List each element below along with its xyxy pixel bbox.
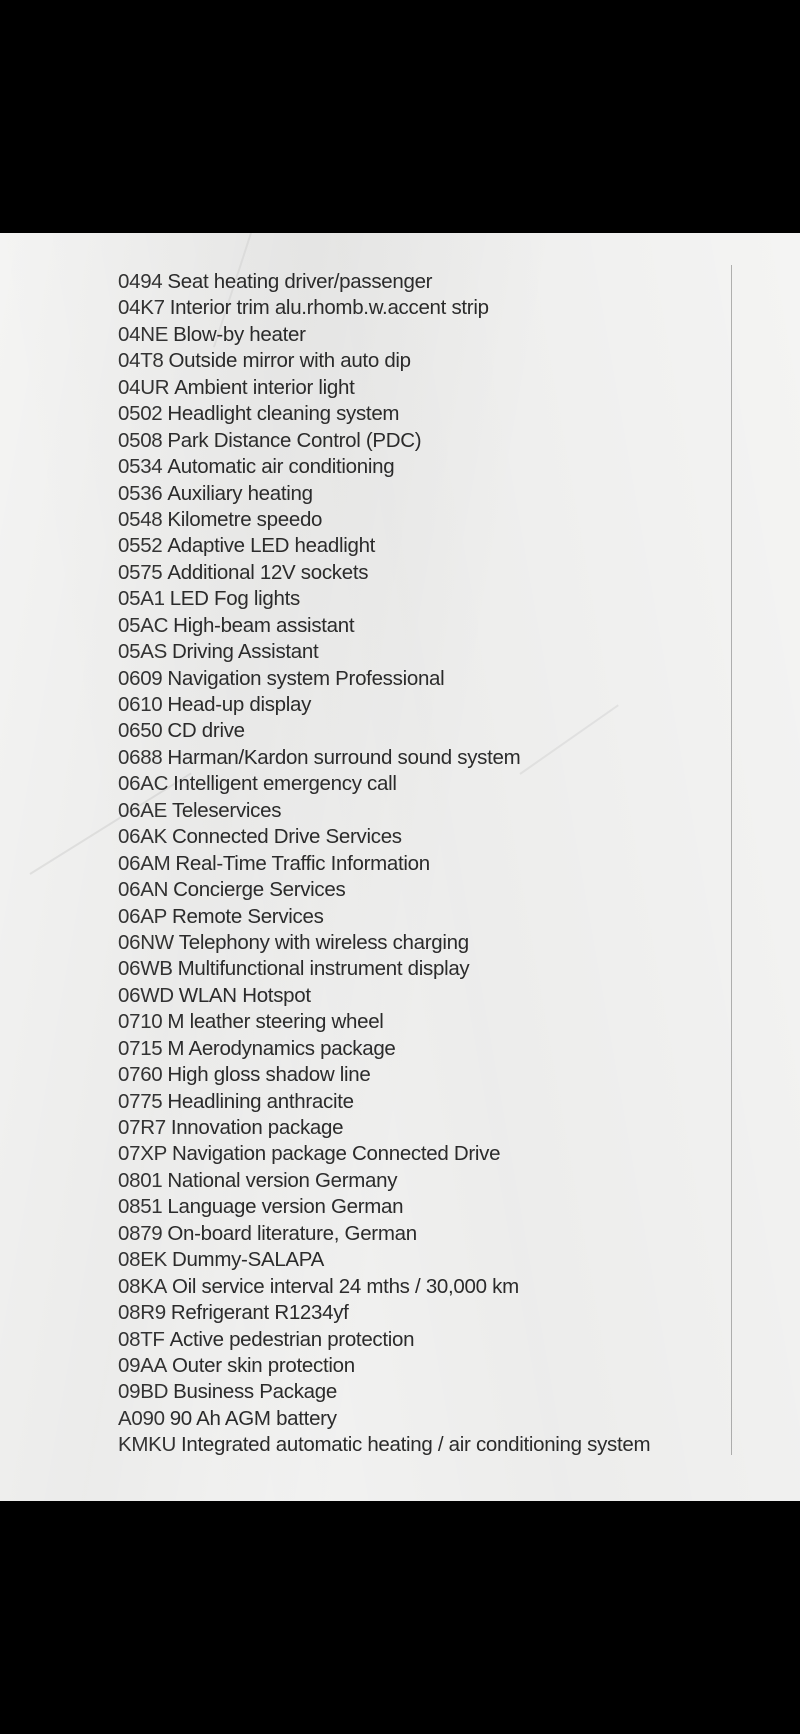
option-row bbox=[118, 269, 718, 295]
option-code: 05AS bbox=[118, 640, 167, 664]
option-description: Auxiliary heating bbox=[167, 481, 313, 505]
option-code: 06AP bbox=[118, 904, 167, 928]
option-code: 0552 bbox=[118, 534, 163, 558]
option-row bbox=[118, 1141, 718, 1167]
option-row bbox=[118, 1089, 718, 1115]
option-row bbox=[118, 771, 718, 797]
sheet-edge-line bbox=[731, 265, 732, 1455]
option-description: Headlight cleaning system bbox=[167, 402, 400, 426]
option-row bbox=[118, 1379, 718, 1405]
option-code: 04K7 bbox=[118, 296, 165, 320]
option-code: 06AN bbox=[118, 878, 169, 902]
option-code: 0760 bbox=[118, 1063, 163, 1087]
option-row bbox=[118, 824, 718, 850]
option-description: National version Germany bbox=[167, 1168, 398, 1192]
option-description: Multifunctional instrument display bbox=[177, 957, 470, 981]
option-description: WLAN Hotspot bbox=[178, 983, 311, 1007]
option-code: 06AK bbox=[118, 825, 167, 849]
option-code: A090 bbox=[118, 1406, 165, 1430]
option-row bbox=[118, 877, 718, 903]
option-description: Driving Assistant bbox=[171, 640, 319, 664]
option-code: 07XP bbox=[118, 1142, 167, 1166]
option-row bbox=[118, 1327, 718, 1353]
option-row bbox=[118, 1406, 718, 1432]
option-description: 90 Ah AGM battery bbox=[169, 1406, 337, 1430]
option-description: Head-up display bbox=[167, 693, 312, 716]
option-row bbox=[118, 1194, 718, 1220]
option-description: High gloss shadow line bbox=[167, 1063, 371, 1087]
option-row bbox=[118, 1009, 718, 1035]
option-row bbox=[118, 718, 718, 744]
option-row bbox=[118, 1168, 718, 1194]
option-code: 0688 bbox=[118, 745, 163, 769]
option-row bbox=[118, 375, 718, 401]
option-code: 06NW bbox=[118, 930, 174, 954]
option-description: Teleservices bbox=[171, 798, 282, 822]
option-row bbox=[118, 507, 718, 533]
option-row bbox=[118, 1274, 718, 1300]
option-description: High-beam assistant bbox=[173, 613, 355, 637]
option-description: Outside mirror with auto dip bbox=[168, 349, 411, 373]
option-code: 0548 bbox=[118, 507, 163, 531]
option-description: Dummy-SALAPA bbox=[171, 1248, 325, 1272]
option-code: 0851 bbox=[118, 1195, 163, 1219]
option-code: 06AC bbox=[118, 772, 169, 796]
option-row bbox=[118, 348, 718, 374]
option-description: Real-Time Traffic Information bbox=[175, 851, 430, 875]
option-description: Additional 12V sockets bbox=[167, 560, 369, 584]
option-row bbox=[118, 930, 718, 956]
option-description: Language version German bbox=[167, 1195, 404, 1219]
option-code: 0715 bbox=[118, 1036, 163, 1060]
option-row bbox=[118, 851, 718, 877]
option-row bbox=[118, 1300, 718, 1326]
option-description: Navigation package Connected Drive bbox=[171, 1142, 501, 1166]
option-description: Park Distance Control (PDC) bbox=[167, 428, 422, 452]
option-description: M Aerodynamics package bbox=[167, 1036, 396, 1060]
option-row bbox=[118, 401, 718, 427]
option-description: On-board literature, German bbox=[167, 1221, 417, 1245]
option-row bbox=[118, 428, 718, 454]
option-row bbox=[118, 1432, 718, 1458]
option-description: Intelligent emergency call bbox=[173, 772, 397, 796]
option-code: 05AC bbox=[118, 613, 169, 637]
option-description: Remote Services bbox=[171, 904, 324, 928]
option-code: 0879 bbox=[118, 1221, 163, 1245]
option-code: 0536 bbox=[118, 481, 163, 505]
option-code: 09AA bbox=[118, 1353, 167, 1377]
option-row bbox=[118, 481, 718, 507]
option-description: Ambient interior light bbox=[174, 375, 355, 399]
option-description: Active pedestrian protection bbox=[169, 1327, 415, 1351]
option-description: Outer skin protection bbox=[171, 1353, 355, 1377]
option-row bbox=[118, 322, 718, 348]
option-code: 0609 bbox=[118, 666, 163, 690]
option-code: 08TF bbox=[118, 1327, 165, 1351]
option-code: 07R7 bbox=[118, 1116, 166, 1139]
option-row bbox=[118, 692, 718, 718]
option-description: Innovation package bbox=[170, 1116, 344, 1139]
option-row bbox=[118, 745, 718, 771]
option-description: Refrigerant R1234yf bbox=[170, 1301, 349, 1325]
option-code: 0534 bbox=[118, 455, 163, 479]
option-description: Kilometre speedo bbox=[167, 507, 323, 531]
option-code: 0610 bbox=[118, 693, 163, 716]
option-row bbox=[118, 454, 718, 480]
option-code: 06WD bbox=[118, 983, 174, 1007]
option-code: 08R9 bbox=[118, 1301, 166, 1325]
option-row bbox=[118, 666, 718, 692]
option-row bbox=[118, 639, 718, 665]
option-row bbox=[118, 533, 718, 559]
option-row bbox=[118, 295, 718, 321]
option-row bbox=[118, 586, 718, 612]
option-row bbox=[118, 798, 718, 824]
option-description: Integrated automatic heating / air conditioning system bbox=[181, 1433, 651, 1457]
option-row bbox=[118, 1036, 718, 1062]
option-code: 0775 bbox=[118, 1089, 163, 1113]
option-description: Business Package bbox=[173, 1380, 337, 1404]
option-description: LED Fog lights bbox=[169, 587, 300, 611]
option-row bbox=[118, 1221, 718, 1247]
option-code: 04T8 bbox=[118, 349, 164, 373]
option-description: Interior trim alu.rhomb.w.accent strip bbox=[169, 296, 489, 320]
option-code: 08EK bbox=[118, 1248, 167, 1272]
option-row bbox=[118, 560, 718, 586]
option-code: 04NE bbox=[118, 322, 169, 346]
option-description: Telephony with wireless charging bbox=[178, 930, 469, 954]
option-row bbox=[118, 904, 718, 930]
option-code: 06AM bbox=[118, 851, 171, 875]
option-code: 0650 bbox=[118, 719, 163, 743]
option-code: 0801 bbox=[118, 1168, 163, 1192]
option-code: 0508 bbox=[118, 428, 163, 452]
option-description: Blow-by heater bbox=[173, 322, 306, 346]
option-row bbox=[118, 983, 718, 1009]
option-description: Harman/Kardon surround sound system bbox=[167, 745, 521, 769]
option-code: 0494 bbox=[118, 270, 163, 293]
option-description: Concierge Services bbox=[173, 878, 346, 902]
option-description: Oil service interval 24 mths / 30,000 km bbox=[171, 1274, 519, 1298]
option-description: CD drive bbox=[167, 719, 245, 743]
option-code: 09BD bbox=[118, 1380, 169, 1404]
option-row bbox=[118, 956, 718, 982]
option-row bbox=[118, 1062, 718, 1088]
option-code: 05A1 bbox=[118, 587, 165, 611]
printed-sheet bbox=[0, 233, 800, 1501]
option-code: 04UR bbox=[118, 375, 170, 399]
option-description: Seat heating driver/passenger bbox=[167, 270, 433, 293]
option-description: Adaptive LED headlight bbox=[167, 534, 376, 558]
option-row bbox=[118, 1247, 718, 1273]
option-code: 06WB bbox=[118, 957, 173, 981]
option-description: Navigation system Professional bbox=[167, 666, 445, 690]
option-description: Automatic air conditioning bbox=[167, 455, 395, 479]
option-row bbox=[118, 1353, 718, 1379]
option-code: 0502 bbox=[118, 402, 163, 426]
option-code: 08KA bbox=[118, 1274, 167, 1298]
option-code: 0710 bbox=[118, 1010, 163, 1034]
option-codes-list bbox=[118, 269, 718, 1459]
option-description: Headlining anthracite bbox=[167, 1089, 354, 1113]
option-code: 0575 bbox=[118, 560, 163, 584]
option-description: M leather steering wheel bbox=[167, 1010, 384, 1034]
option-row bbox=[118, 1115, 718, 1141]
option-code: 06AE bbox=[118, 798, 167, 822]
option-row bbox=[118, 613, 718, 639]
option-code: KMKU bbox=[118, 1433, 177, 1457]
option-description: Connected Drive Services bbox=[171, 825, 402, 849]
